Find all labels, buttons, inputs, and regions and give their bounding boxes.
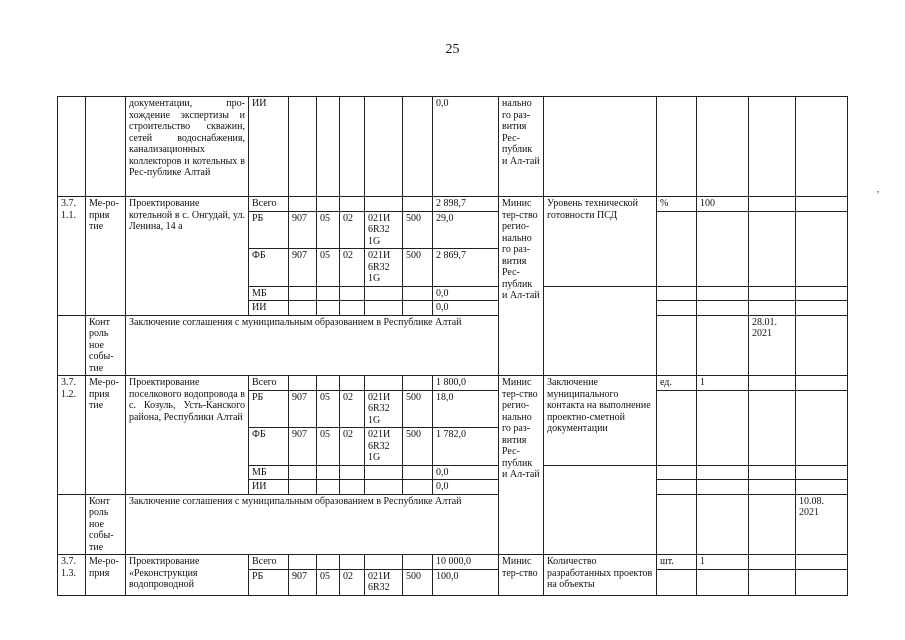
amount-cell: 29,0	[433, 211, 499, 249]
control-text-cell: Заключение соглашения с муниципальным образованием в Республике Алтай	[126, 315, 499, 376]
amount-cell: 1 800,0	[433, 376, 499, 391]
measure-name-cell: Проектирование поселкового водопровода в с. Козуль, Усть-Канского района, Республики Алтай	[126, 376, 249, 495]
executor-cell: Минис тер-ство регио-нально го раз-вития Рес-публик и Ал-тай	[499, 376, 544, 555]
number-cell: 3.7. 1.3.	[58, 555, 86, 596]
unit-cell: шт.	[657, 555, 697, 570]
amount-cell: 18,0	[433, 390, 499, 428]
source-cell: ФБ	[249, 249, 289, 287]
indicator-cell: Уровень технической готовности ПСД	[544, 197, 657, 287]
number-cell: 3.7. 1.2.	[58, 376, 86, 495]
amount-cell: 0,0	[433, 480, 499, 495]
amount-cell: 0,0	[433, 465, 499, 480]
amount-cell: 0,0	[433, 97, 499, 197]
measure-name-cell: документации, про-хождение экспертизы и строительство скважин, сетей водоснабжения, канализационных коллекторов и котельных в Рес-публике Алтай	[126, 97, 249, 197]
amount-cell: 10 000,0	[433, 555, 499, 570]
source-cell: Всего	[249, 555, 289, 570]
table-row	[58, 555, 848, 570]
executor-cell: нально го раз-вития Рес-публик и Ал-тай	[499, 97, 544, 197]
source-cell: МБ	[249, 465, 289, 480]
source-cell: ИИ	[249, 480, 289, 495]
value-cell: 1	[697, 555, 749, 570]
source-cell: ИИ	[249, 97, 289, 197]
table-row: РБ 907 05 02 021И 6R32 500 100,0	[58, 569, 848, 595]
source-cell: ИИ	[249, 301, 289, 316]
table-row: РБ 907 05 02 021И 6R32 1G 500 18,0	[58, 390, 848, 428]
type-cell	[86, 97, 126, 197]
number-cell	[58, 97, 86, 197]
table-row: ФБ 907 05 02 021И 6R32 1G 500 1 782,0	[58, 428, 848, 466]
page-number: 25	[445, 42, 460, 57]
amount-cell: 2 898,7	[433, 197, 499, 212]
value-cell: 1	[697, 376, 749, 391]
type-cell: Ме-ро-прия тие	[86, 376, 126, 495]
indicator-cell: Количество разработанных проектов на объекты	[544, 555, 657, 596]
control-event-row	[58, 494, 848, 555]
program-measures-table	[57, 96, 848, 596]
measure-name-cell: Проектирование котельной в с. Онгудай, ул. Ленина, 14 а	[126, 197, 249, 316]
indicator-cell: Заключение муниципального контакта на выполнение проектно-сметной документации	[544, 376, 657, 466]
value-cell: 100	[697, 197, 749, 212]
source-cell: МБ	[249, 286, 289, 301]
source-cell: РБ	[249, 390, 289, 428]
measure-name-cell: Проектирование «Реконструкция водопроводной	[126, 555, 249, 596]
source-cell: РБ	[249, 211, 289, 249]
amount-cell: 2 869,7	[433, 249, 499, 287]
table-row	[58, 97, 848, 197]
date-cell: 10.08. 2021	[796, 494, 848, 555]
control-text-cell: Заключение соглашения с муниципальным образованием в Республике Алтай	[126, 494, 499, 555]
margin-mark: ,	[877, 184, 880, 194]
table-row	[58, 197, 848, 212]
table-row: ФБ 907 05 02 021И 6R32 1G 500 2 869,7	[58, 249, 848, 287]
amount-cell: 0,0	[433, 301, 499, 316]
table-row: РБ 907 05 02 021И 6R32 1G 500 29,0	[58, 211, 848, 249]
amount-cell: 100,0	[433, 569, 499, 595]
amount-cell: 0,0	[433, 286, 499, 301]
type-cell: Ме-ро-прия тие	[86, 197, 126, 316]
date-cell: 28.01. 2021	[749, 315, 796, 376]
table-row	[58, 376, 848, 391]
unit-cell: %	[657, 197, 697, 212]
source-cell: Всего	[249, 376, 289, 391]
control-event-row	[58, 315, 848, 376]
unit-cell: ед.	[657, 376, 697, 391]
amount-cell: 1 782,0	[433, 428, 499, 466]
source-cell: ФБ	[249, 428, 289, 466]
executor-cell: Минис тер-ство регио-нально го раз-вития Рес-публик и Ал-тай	[499, 197, 544, 376]
control-type-cell: Конт роль ное собы-тие	[86, 494, 126, 555]
source-cell: Всего	[249, 197, 289, 212]
source-cell: РБ	[249, 569, 289, 595]
type-cell: Ме-ро-прия	[86, 555, 126, 596]
executor-cell: Минис тер-ство	[499, 555, 544, 596]
number-cell: 3.7. 1.1.	[58, 197, 86, 316]
control-type-cell: Конт роль ное собы-тие	[86, 315, 126, 376]
